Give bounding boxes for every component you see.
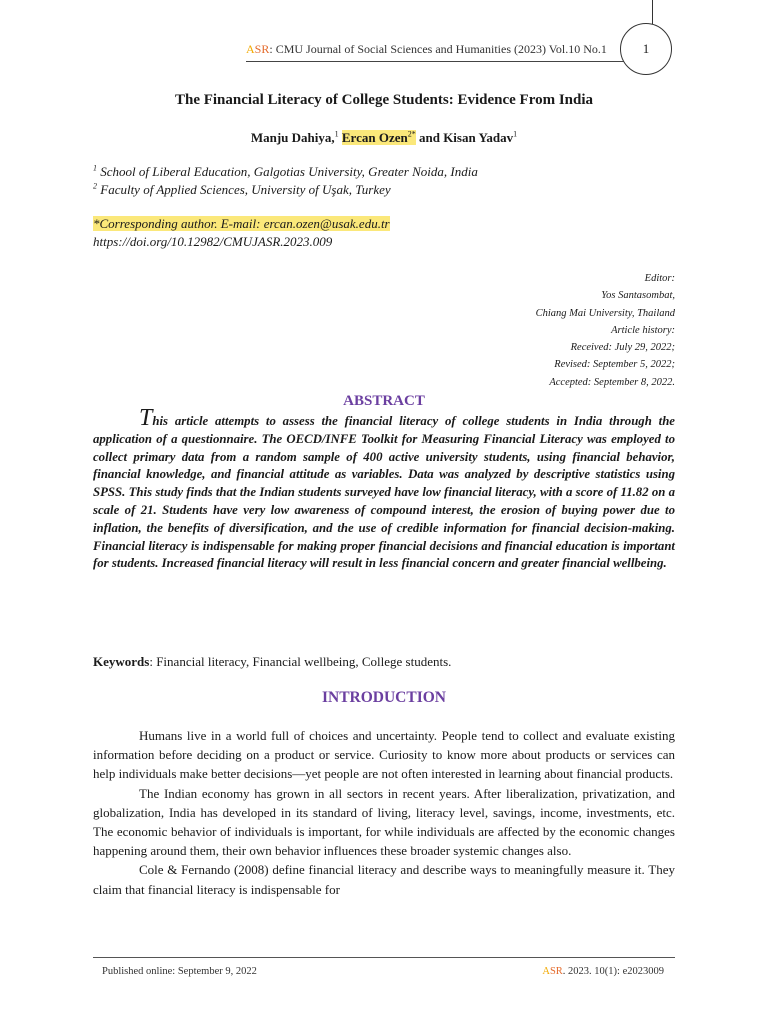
affiliation-1: $^1$ School of Liberal Education, Galgotias University, Greater Noida, India — [93, 163, 478, 179]
author-affiliation-mark: 2* — [407, 129, 416, 139]
header-connector-line — [652, 0, 653, 24]
body-paragraph: The Indian economy has grown in all sectors in recent years. After liberalization, privatization, and globalization, India has developed in its standard of living, literacy level, savings, income, investments, etc. The economic behavior of individuals is important, for while individuals are affected by the economic changes happening around them, their own behavior influences these broader systemic changes also. — [93, 785, 675, 859]
body-paragraph: Humans live in a world full of choices and uncertainty. People tend to collect and evaluate existing information before deciding on a product or service. Curiosity to know more about products or services can help individuals make better decisions—yet people are not often interested in learning about financial products. — [93, 728, 675, 782]
editor-affiliation: Chiang Mai University, Thailand — [535, 307, 675, 319]
page-number: 1 — [642, 41, 650, 56]
editor-article-history — [536, 270, 675, 391]
revised-date: Revised: September 5, 2022; — [554, 359, 675, 371]
cite-brand-sr: SR — [549, 966, 563, 977]
keywords-line — [93, 654, 451, 670]
abstract-body — [93, 405, 675, 573]
journal-brand-a: A — [246, 42, 255, 56]
corresponding-mark: * — [93, 216, 100, 231]
abstract-heading: ABSTRACT — [343, 393, 425, 409]
author-name-highlighted: Ercan Ozen$^{2*}$ — [341, 129, 416, 145]
author-name: and Kisan Yadav — [418, 130, 514, 145]
author-affiliation-mark: 1 — [334, 129, 339, 139]
affiliation-2: $^2$ Faculty of Applied Sciences, University of Uşak, Turkey — [93, 181, 391, 197]
editor-label: Editor: — [644, 273, 675, 284]
footer-rule — [93, 957, 675, 958]
author-affiliation-mark: 1 — [513, 129, 518, 139]
received-date: Received: July 29, 2022; — [570, 342, 675, 354]
published-date: Published online: September 9, 2022 — [102, 966, 257, 977]
journal-line: : CMU Journal of Social Sciences and Humanities (2023) Vol.10 No.1 — [269, 42, 607, 56]
accepted-date: Accepted: September 8, 2022. — [549, 376, 675, 388]
cite-details: . 2023. 10(1): e2023009 — [562, 966, 664, 977]
article-title: The Financial Literacy of College Students: Evidence From India — [174, 92, 594, 108]
editor-name: Yos Santasombat, — [601, 290, 675, 302]
running-header — [246, 42, 607, 57]
corresponding-author — [93, 216, 390, 232]
citation-info — [542, 966, 664, 977]
introduction-heading: INTRODUCTION — [321, 689, 446, 706]
introduction-body — [93, 726, 675, 899]
journal-brand-sr: SR — [254, 42, 270, 56]
author-list — [0, 130, 768, 146]
abstract-text: his article attempts to assess the financial literacy of college students in India through the application of a questionnaire. The OECD/INFE Toolkit for Measuring Financial Literacy was employed to collect primary data from a random sample of 400 active university students, using financial behavior, financial knowledge, and financial attitude as variables. Data was analyzed by descriptive statistics using SPSS. This study finds that the Indian students surveyed have low financial literacy, with a score of 11.82 on a scale of 21. Students have very low awareness of compound interest, the erosion of buying power due to inflation, the benefits of diversification, and the use of credible information for financial decision-making. Financial literacy is indispensable for making proper financial decisions and financial education is important for students. Increased financial literacy will result in less financial concern and greater financial wellbeing. — [93, 414, 675, 571]
body-paragraph: Cole & Fernando (2008) define financial literacy and describe ways to meaningfully measure it. They claim that financial literacy is indispensable for — [93, 862, 675, 897]
cite-brand-a: A — [542, 966, 550, 977]
doi-link[interactable]: https://doi.org/10.12982/CMUJASR.2023.009 — [93, 234, 333, 249]
history-label: Article history: — [611, 324, 675, 336]
page-number-badge — [620, 23, 672, 75]
abstract-dropcap: T — [139, 405, 153, 431]
keywords-text: : Financial literacy, Financial wellbeing, College students. — [149, 654, 452, 669]
author-name: Manju Dahiya, — [250, 130, 335, 145]
header-rule — [246, 61, 636, 62]
corresponding-email-line[interactable]: Corresponding author. E-mail: ercan.ozen@usak.edu.tr — [99, 216, 390, 231]
keywords-label: Keywords — [93, 654, 150, 669]
